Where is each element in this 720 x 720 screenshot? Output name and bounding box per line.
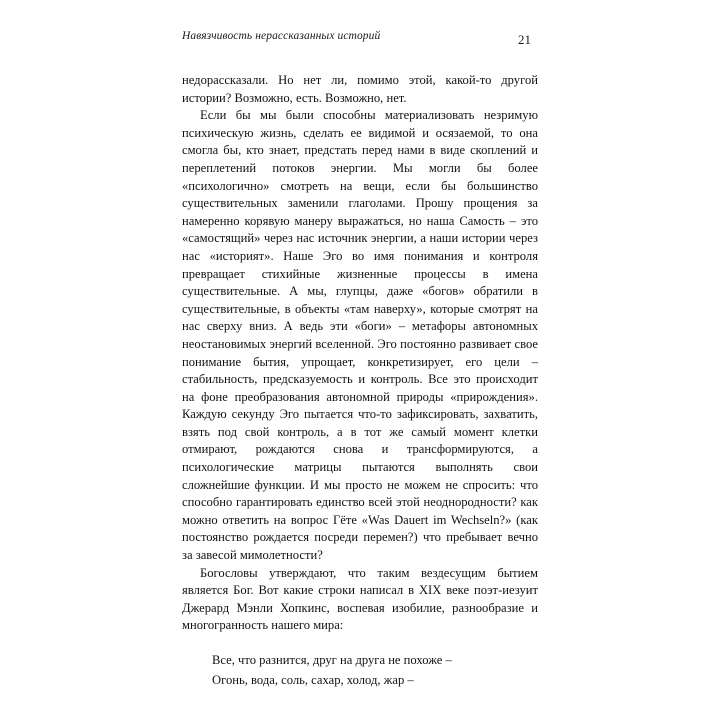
verse-line: Огонь, вода, соль, сахар, холод, жар – xyxy=(212,673,414,687)
paragraph-theologians: Богословы утверждают, что таким вездесущим бытием является Бог. Вот какие строки написал в XIX веке поэт-иезуит Джерард Мэнли Хопкинс, воспевая изобилие, разнообразие и многогранность нашего мира: xyxy=(182,565,538,633)
page-header xyxy=(182,30,538,50)
page-number: 21 xyxy=(518,32,531,47)
running-head: Навязчивость нерассказанных историй xyxy=(182,30,381,42)
paragraph-main: Если бы мы были способны материализовать незримую психическую жизнь, сделать ее видимой и осязаемой, то она смогла бы, кто знает, предстать перед нами в виде скоплений и переплетений потоков энергии. Мы могли бы более «психологично» смотреть на вещи, если бы большинство существительных заменили глаголами. Прошу прощения за намеренно корявую манеру выражаться, но наша Самость – это «самостящий» через нас источник энергии, а наши истории через нас «историят». Наше Эго во имя понимания и контроля превращает стихийные жизненные процессы в имена существительные. А мы, глупцы, даже «богов» обратили в существительные, в объекты «там наверху», которые смотрят на нас сверху вниз. А ведь эти «боги» – метафоры автономных неостановимых энергий вселенной. Эго постоянно развивает свое понимание бытия, упрощает, конкретизирует, его цели – стабильность, предсказуемость и контроль. Все это происходит на фоне преобразования автономной природы «прирождения». Каждую секунду Эго пытается что-то зафиксировать, захватить, взять под свой контроль, а в тот же самый момент клетки отмирают, рождаются снова и трансформируются, а психологические матрицы пытаются выполнять свои сложнейшие функции. И мы просто не можем не спросить: что способно гарантировать единство всей этой неоднородности? как можно ответить на вопрос Гёте «Was Dauert im Wechseln?» (как постоянство рождается посреди перемен?) что пребывает вечно за завесой мимолетности? xyxy=(182,108,538,563)
verse-quote xyxy=(182,650,538,690)
body-text-column xyxy=(182,72,538,690)
paragraph-continuation: недорассказали. Но нет ли, помимо этой, какой-то другой истории? Возможно, есть. Возможно, нет. xyxy=(182,73,538,105)
verse-line: Все, что разнится, друг на друга не похоже – xyxy=(212,653,452,667)
